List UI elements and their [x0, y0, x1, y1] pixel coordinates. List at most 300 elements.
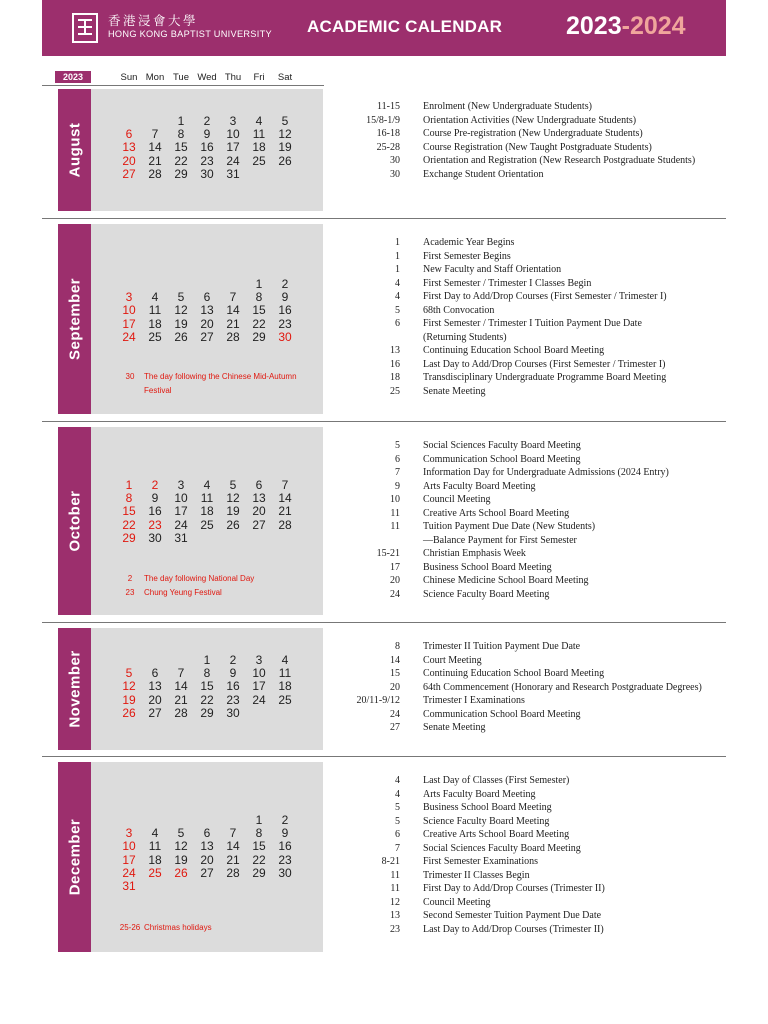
event-date: 25-28	[376, 141, 400, 153]
event-description: First Day to Add/Drop Courses (Trimester II)	[423, 883, 605, 894]
event-description: Orientation and Registration (New Research Postgraduate Students)	[423, 155, 696, 166]
calendar-day: 2	[203, 114, 211, 128]
event-date: 15-21	[376, 548, 400, 559]
event-date: 16	[390, 358, 400, 370]
weekday-label: Mon	[145, 72, 165, 83]
event-item	[332, 304, 726, 318]
event-description: New Faculty and Staff Orientation	[423, 264, 562, 275]
event-description: Creative Arts School Board Meeting	[423, 507, 570, 519]
calendar-day: 18	[148, 852, 162, 867]
calendar-day: 25	[200, 517, 214, 532]
event-item	[332, 344, 726, 358]
calendar-day: 16	[200, 140, 214, 155]
calendar-day: 10	[252, 666, 266, 681]
calendar-day: 2	[151, 478, 159, 492]
event-date: 20	[390, 681, 400, 693]
holiday-note-date: 25-26	[119, 923, 141, 932]
university-name-english: HONG KONG BAPTIST UNIVERSITY	[108, 29, 272, 39]
event-date: 4	[395, 788, 400, 800]
event-date: 1	[395, 250, 400, 262]
event-description: Creative Arts School Board Meeting	[423, 829, 570, 840]
calendar-day: 2	[281, 813, 289, 827]
calendar-day: 7	[229, 826, 237, 841]
calendar-day: 14	[278, 491, 292, 506]
event-description: Continuing Education School Board Meeting	[423, 668, 605, 679]
event-date: 4	[395, 291, 400, 302]
month-name: October	[66, 490, 83, 552]
event-date: 20	[390, 575, 400, 586]
event-description: —Balance Payment for First Semester	[423, 534, 577, 546]
calendar-day: 9	[281, 826, 289, 841]
event-item	[332, 453, 726, 467]
calendar-day: 31	[226, 166, 240, 181]
event-date: 5	[395, 440, 400, 451]
calendar-day: 2	[281, 277, 289, 291]
calendar-day: 3	[229, 114, 237, 128]
calendar-day: 18	[252, 140, 266, 155]
event-date: 10	[390, 494, 400, 505]
calendar-day: 25	[252, 153, 266, 168]
event-date: 6	[395, 453, 400, 465]
calendar-day: 1	[203, 653, 211, 667]
event-item	[332, 371, 726, 385]
calendar-day: 1	[255, 813, 263, 827]
month-name: August	[66, 122, 83, 178]
event-description: Arts Faculty Board Meeting	[423, 480, 536, 492]
calendar-day: 13	[148, 679, 162, 694]
calendar-day: 7	[151, 127, 159, 142]
event-description: Senate Meeting	[423, 385, 486, 397]
event-item	[332, 154, 726, 168]
event-description: Last Day to Add/Drop Courses (Trimester II)	[423, 923, 604, 935]
event-item	[332, 896, 726, 910]
event-description: Court Meeting	[423, 654, 482, 666]
calendar-day: 20	[200, 852, 214, 867]
calendar-day: 6	[203, 826, 211, 841]
calendar-day: 25	[148, 329, 162, 344]
event-description: Transdisciplinary Undergraduate Programme Board Meeting	[423, 372, 667, 383]
event-description: Communication School Board Meeting	[423, 708, 581, 720]
holiday-note-text: Festival	[144, 386, 172, 395]
calendar-day: 22	[174, 153, 188, 168]
event-date: 6	[395, 318, 400, 329]
event-description: Information Day for Undergraduate Admissions (2024 Entry)	[423, 467, 669, 478]
holiday-note-text: Chung Yeung Festival	[144, 588, 222, 597]
calendar-day: 22	[252, 852, 266, 867]
calendar-day: 18	[148, 316, 162, 331]
calendar-day: 24	[226, 153, 240, 168]
calendar-day: 30	[226, 705, 240, 720]
calendar-day: 19	[122, 692, 136, 707]
calendar-day: 12	[174, 303, 188, 318]
calendar-day: 27	[200, 329, 214, 344]
holiday-note-date: 2	[127, 574, 133, 583]
event-date: 24	[390, 588, 400, 600]
calendar-day: 28	[226, 329, 240, 344]
calendar-day: 28	[148, 166, 162, 181]
month-name: December	[66, 818, 83, 896]
year-start: 2023	[566, 12, 622, 40]
calendar-day: 3	[125, 826, 133, 841]
event-date: 12	[390, 896, 400, 908]
event-date: 30	[390, 168, 400, 180]
holiday-note-text: Christmas holidays	[144, 923, 212, 932]
university-name-chinese: 香港浸會大學	[108, 13, 199, 28]
calendar-day: 11	[252, 127, 266, 142]
calendar-day: 11	[148, 839, 162, 854]
calendar-day: 3	[255, 653, 263, 667]
calendar-day: 14	[226, 839, 240, 854]
event-item	[332, 909, 726, 923]
event-date: 8-21	[381, 856, 400, 867]
weekday-label: Fri	[253, 72, 265, 83]
event-description: Business School Board Meeting	[423, 802, 552, 813]
calendar-day: 1	[255, 277, 263, 291]
calendar-day: 5	[177, 826, 185, 841]
event-description: Council Meeting	[423, 896, 491, 908]
event-description: Trimester II Tuition Payment Due Date	[423, 641, 581, 652]
calendar-day: 2	[229, 653, 237, 667]
calendar-day: 15	[252, 303, 266, 318]
event-date: 14	[390, 654, 400, 666]
holiday-note-text: The day following National Day	[144, 574, 255, 583]
calendar-day: 25	[148, 865, 162, 880]
event-description: Christian Emphasis Week	[423, 548, 526, 559]
event-date: 11-15	[377, 101, 400, 112]
event-item	[332, 882, 726, 896]
calendar-day: 14	[148, 140, 162, 155]
event-description: First Semester Examinations	[423, 856, 538, 867]
event-description: Arts Faculty Board Meeting	[423, 788, 536, 800]
calendar-day: 7	[177, 666, 185, 681]
calendar-day: 10	[226, 127, 240, 142]
event-item	[332, 801, 726, 815]
event-date: 23	[390, 923, 400, 935]
month-label-bar	[58, 762, 91, 952]
calendar-day: 13	[252, 491, 266, 506]
event-date: 5	[395, 815, 400, 827]
event-item	[332, 168, 726, 182]
event-description: (Returning Students)	[423, 331, 507, 343]
calendar-day: 4	[255, 114, 263, 128]
calendar-day: 23	[148, 517, 162, 532]
calendar-day: 30	[278, 865, 292, 880]
calendar-day: 17	[226, 140, 240, 155]
calendar-day: 15	[174, 140, 188, 155]
calendar-day: 10	[122, 303, 136, 318]
month-divider	[42, 622, 726, 623]
event-description: Enrolment (New Undergraduate Students)	[423, 101, 592, 112]
calendar-day: 31	[122, 879, 136, 893]
calendar-day: 5	[229, 478, 237, 492]
event-item	[332, 263, 726, 277]
page-title: ACADEMIC CALENDAR	[307, 17, 503, 36]
hkbu-logo-icon	[72, 13, 98, 43]
calendar-day: 15	[200, 679, 214, 694]
event-item	[332, 774, 726, 788]
month-calendar-grid	[91, 224, 323, 414]
calendar-day: 27	[252, 517, 266, 532]
calendar-day: 7	[229, 290, 237, 305]
calendar-day: 26	[278, 153, 292, 168]
calendar-day: 14	[174, 679, 188, 694]
month-calendar-grid	[91, 762, 323, 952]
event-item	[332, 358, 726, 372]
event-item	[332, 493, 726, 507]
event-item	[332, 815, 726, 829]
event-item	[332, 681, 726, 695]
calendar-day: 8	[255, 826, 263, 841]
calendar-day: 20	[252, 504, 266, 519]
calendar-day: 9	[281, 290, 289, 305]
event-item	[332, 708, 726, 722]
event-description: Orientation Activities (New Undergraduate Students)	[423, 114, 637, 126]
calendar-day: 21	[226, 316, 240, 331]
event-description: Chinese Medicine School Board Meeting	[423, 575, 589, 586]
calendar-day: 16	[278, 303, 292, 318]
event-description: Social Sciences Faculty Board Meeting	[423, 842, 581, 854]
calendar-day: 30	[278, 329, 292, 344]
month-label-bar	[58, 224, 91, 414]
event-item	[332, 100, 726, 114]
page-header	[42, 0, 726, 56]
event-date: 27	[390, 722, 400, 733]
event-description: Business School Board Meeting	[423, 561, 552, 573]
event-date: 4	[395, 277, 400, 289]
calendar-day: 1	[125, 478, 133, 492]
calendar-day: 19	[226, 504, 240, 519]
event-description: 68th Convocation	[423, 304, 495, 316]
year-badge: 2023	[55, 71, 91, 83]
calendar-day: 23	[226, 692, 240, 707]
event-item	[332, 236, 726, 250]
calendar-day: 13	[200, 303, 214, 318]
calendar-day: 4	[281, 653, 289, 667]
calendar-day: 26	[122, 705, 136, 720]
weekday-label: Sun	[120, 72, 138, 83]
event-description: Course Registration (New Taught Postgraduate Students)	[423, 141, 652, 153]
month-calendar-grid	[91, 628, 323, 750]
calendar-day: 26	[174, 865, 188, 880]
year-separator: -	[621, 12, 630, 40]
calendar-day: 20	[148, 692, 162, 707]
month-label-bar	[58, 628, 91, 750]
calendar-day: 18	[278, 679, 292, 694]
calendar-day: 4	[151, 826, 159, 841]
calendar-day: 11	[278, 666, 292, 681]
month-divider	[42, 218, 726, 219]
event-description: Continuing Education School Board Meeting	[423, 345, 605, 356]
calendar-day: 15	[252, 839, 266, 854]
event-date: 13	[390, 910, 400, 921]
event-item	[332, 923, 726, 937]
event-date: 25	[390, 385, 400, 397]
calendar-day: 28	[278, 517, 292, 532]
calendar-day: 26	[174, 329, 188, 344]
month-label-bar	[58, 427, 91, 615]
calendar-day: 27	[200, 865, 214, 880]
event-description: Academic Year Begins	[423, 237, 515, 248]
event-date: 7	[395, 842, 400, 854]
event-item	[332, 127, 726, 141]
event-description: First Semester Begins	[423, 250, 511, 262]
event-date: 1	[395, 264, 400, 275]
event-description: Social Sciences Faculty Board Meeting	[423, 440, 581, 451]
calendar-day: 24	[252, 692, 266, 707]
month-divider	[42, 421, 726, 422]
event-date: 4	[395, 775, 400, 786]
event-description: Second Semester Tuition Payment Due Date	[423, 910, 602, 921]
event-description: First Semester / Trimester I Tuition Payment Due Date	[423, 318, 642, 329]
calendar-day: 28	[226, 865, 240, 880]
event-date: 24	[390, 708, 400, 720]
event-item	[332, 654, 726, 668]
calendar-day: 19	[278, 140, 292, 155]
calendar-day: 21	[226, 852, 240, 867]
calendar-day: 12	[226, 491, 240, 506]
year-end: 2024	[629, 12, 686, 40]
holiday-note-text: The day following the Chinese Mid-Autumn	[144, 372, 297, 381]
event-item	[332, 520, 726, 534]
event-description: Tuition Payment Due Date (New Students)	[423, 521, 596, 532]
event-item	[332, 721, 726, 735]
event-date: 6	[395, 829, 400, 840]
calendar-day: 29	[252, 329, 266, 344]
event-description: Science Faculty Board Meeting	[423, 815, 550, 827]
calendar-day: 8	[177, 127, 185, 142]
event-description: Last Day to Add/Drop Courses (First Semester / Trimester I)	[423, 358, 666, 370]
calendar-day: 18	[200, 504, 214, 519]
month-name: November	[66, 650, 83, 728]
event-description: Communication School Board Meeting	[423, 453, 581, 465]
event-description: Council Meeting	[423, 494, 491, 505]
month-calendar-grid	[91, 89, 323, 211]
calendar-day: 29	[252, 865, 266, 880]
event-item	[332, 439, 726, 453]
event-description: Science Faculty Board Meeting	[423, 588, 550, 600]
event-item	[332, 331, 726, 345]
calendar-day: 12	[278, 127, 292, 142]
event-item	[332, 466, 726, 480]
event-date: 20/11-9/12	[356, 695, 400, 706]
month-divider	[42, 756, 726, 757]
calendar-day: 13	[200, 839, 214, 854]
event-date: 30	[390, 155, 400, 166]
calendar-day: 19	[174, 316, 188, 331]
event-item	[332, 290, 726, 304]
calendar-day: 29	[200, 705, 214, 720]
weekday-label: Thu	[224, 72, 242, 83]
event-date: 8	[395, 641, 400, 652]
weekday-label: Tue	[172, 72, 190, 83]
calendar-day: 17	[122, 316, 136, 331]
event-item	[332, 250, 726, 264]
event-item	[332, 588, 726, 602]
event-item	[332, 141, 726, 155]
calendar-day: 20	[122, 153, 136, 168]
calendar-day: 15	[122, 504, 136, 519]
calendar-day: 17	[252, 679, 266, 694]
calendar-day: 24	[122, 329, 136, 344]
event-description: Last Day of Classes (First Semester)	[423, 775, 570, 786]
calendar-day: 27	[148, 705, 162, 720]
event-date: 11	[390, 507, 400, 519]
calendar-day: 26	[226, 517, 240, 532]
event-item	[332, 277, 726, 291]
event-date: 11	[390, 883, 400, 894]
calendar-day: 19	[174, 852, 188, 867]
event-item	[332, 534, 726, 548]
calendar-day: 3	[177, 478, 185, 492]
event-item	[332, 869, 726, 883]
calendar-day: 8	[203, 666, 211, 681]
event-date: 16-18	[376, 128, 400, 139]
calendar-day: 4	[151, 290, 159, 305]
calendar-day: 13	[122, 140, 136, 155]
month-calendar-grid	[91, 427, 323, 615]
event-date: 13	[390, 345, 400, 356]
event-item	[332, 694, 726, 708]
month-label-bar	[58, 89, 91, 211]
calendar-day: 5	[125, 666, 133, 681]
calendar-day: 12	[122, 679, 136, 694]
calendar-day: 11	[200, 491, 214, 506]
month-name: September	[66, 277, 83, 361]
event-description: Exchange Student Orientation	[423, 168, 544, 180]
calendar-day: 9	[203, 127, 211, 142]
calendar-day: 17	[122, 852, 136, 867]
event-date: 15	[390, 668, 400, 679]
calendar-day: 3	[125, 290, 133, 305]
academic-year	[566, 12, 686, 41]
calendar-day: 6	[255, 478, 263, 492]
event-item	[332, 385, 726, 399]
event-date: 1	[395, 237, 400, 248]
calendar-day: 30	[200, 166, 214, 181]
event-date: 7	[395, 467, 400, 478]
calendar-day: 16	[278, 839, 292, 854]
calendar-day: 12	[174, 839, 188, 854]
calendar-day: 20	[200, 316, 214, 331]
event-description: Senate Meeting	[423, 722, 486, 733]
event-date: 5	[395, 802, 400, 813]
event-item	[332, 640, 726, 654]
calendar-day: 27	[122, 166, 136, 181]
calendar-day: 9	[151, 491, 159, 506]
event-item	[332, 574, 726, 588]
event-item	[332, 855, 726, 869]
event-description: First Day to Add/Drop Courses (First Semester / Trimester I)	[423, 291, 667, 302]
event-description: 64th Commencement (Honorary and Research Postgraduate Degrees)	[423, 681, 702, 693]
event-item	[332, 842, 726, 856]
calendar-day: 6	[151, 666, 159, 681]
calendar-day: 6	[125, 127, 133, 142]
calendar-day: 21	[278, 504, 292, 519]
event-item	[332, 114, 726, 128]
calendar-day: 10	[122, 839, 136, 854]
event-description: Course Pre-registration (New Undergraduate Students)	[423, 128, 643, 139]
calendar-day: 16	[148, 504, 162, 519]
calendar-day: 22	[122, 517, 136, 532]
calendar-day: 10	[174, 491, 188, 506]
calendar-day: 23	[278, 852, 292, 867]
calendar-day: 1	[177, 114, 185, 128]
event-date: 15/8-1/9	[366, 114, 400, 126]
weekday-label: Wed	[197, 72, 217, 83]
calendar-day: 29	[174, 166, 188, 181]
calendar-day: 11	[148, 303, 162, 318]
calendar-day: 4	[203, 478, 211, 492]
